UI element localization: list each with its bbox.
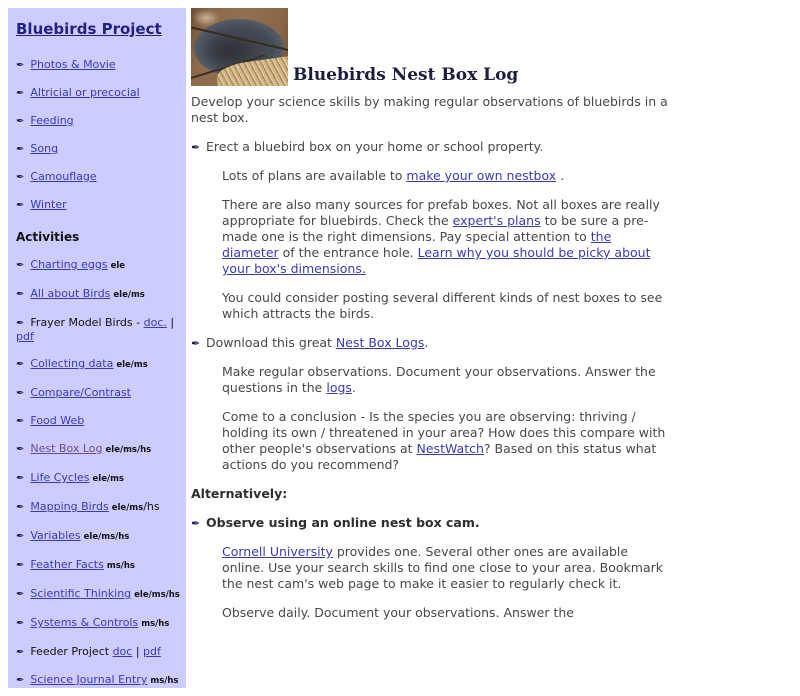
sidebar-link-pdf[interactable]: pdf <box>16 330 34 343</box>
pen-nib-icon: ✒ <box>16 675 25 686</box>
sidebar-item-science-journal-entry <box>16 673 181 688</box>
content-link-the-diameter[interactable]: the diameter <box>222 229 612 260</box>
sidebar-link-collecting-data[interactable]: Collecting data <box>30 357 114 370</box>
pen-nib-icon: ✒ <box>16 172 25 183</box>
content-link-nest-box-logs[interactable]: Nest Box Logs <box>335 335 425 350</box>
content-text: provides one. Several other ones are available online. Use your search skills to find one close to your area. Bookmark the nest cam's web page to make it easier to regularly check it. <box>222 544 664 591</box>
pen-nib-icon: ✒ <box>16 289 25 300</box>
content-blocks <box>191 139 669 621</box>
pen-nib-icon: ✒ <box>16 416 25 427</box>
sidebar-link-doc[interactable]: doc. <box>143 316 167 329</box>
content-text: . <box>351 380 356 395</box>
sidebar-item-feeding <box>16 114 181 128</box>
paragraph-come-to-a-conclusion-i <box>222 409 669 473</box>
paragraph-make-regular-observation <box>222 364 669 396</box>
sidebar-link-nest-box-log[interactable]: Nest Box Log <box>30 442 103 455</box>
sidebar-item-doc <box>16 316 181 343</box>
sidebar-link-photos-movie[interactable]: Photos & Movie <box>30 58 116 71</box>
sidebar-item-all-about-birds <box>16 287 181 302</box>
sidebar-link-compare-contrast[interactable]: Compare/Contrast <box>30 386 131 399</box>
sidebar-nav-activities <box>14 258 181 688</box>
sidebar-link-systems-controls[interactable]: Systems & Controls <box>30 616 139 629</box>
sidebar-text: Feeder Project <box>30 645 113 658</box>
pen-nib-icon: ✒ <box>16 359 25 370</box>
nest-photo <box>191 8 288 86</box>
content-text: . <box>556 168 565 183</box>
sidebar-item-charting-eggs <box>16 258 181 273</box>
subheading-alternatively <box>191 486 669 502</box>
sidebar-item-altricial-or-precocial <box>16 86 181 100</box>
content-text: Come to a conclusion - Is the species you are observing: thriving / holding its own / threatened in your area? How does this compare with other people's observations at <box>222 409 666 456</box>
sidebar-link-variables[interactable]: Variables <box>30 529 81 542</box>
pen-nib-icon: ✒ <box>16 116 25 127</box>
sidebar-link-charting-eggs[interactable]: Charting eggs <box>30 258 108 271</box>
content-text: . <box>424 335 429 350</box>
sidebar-link-mapping-birds[interactable]: Mapping Birds <box>30 500 109 513</box>
paragraph-you-could-consider-posti <box>222 290 669 322</box>
grade-level-tag: ele/ms/hs <box>134 590 180 600</box>
grade-level-tag: ele/ms <box>111 503 144 513</box>
pen-nib-icon: ✒ <box>16 444 25 455</box>
grade-level-tag: ele <box>110 261 126 271</box>
content-link-cornell-university[interactable]: Cornell University <box>222 544 333 559</box>
sidebar-text: Frayer Model Birds - <box>30 316 144 329</box>
intro-paragraph: Develop your science skills by making regular observations of bluebirds in a nest box. <box>191 94 668 125</box>
pen-nib-icon: ✒ <box>16 260 25 271</box>
content-text: There are also many sources for prefab boxes. Not all boxes are really appropriate for bluebirds. Check the <box>222 197 660 228</box>
content-link-expert-s-plans[interactable]: expert's plans <box>452 213 541 228</box>
sidebar <box>8 8 186 688</box>
bullet-item-download-this-great <box>191 335 669 351</box>
content-text: You could consider posting several different kinds of nest boxes to see which attracts the birds. <box>222 290 663 321</box>
content-text: to be sure a pre-made one is the right dimensions. Pay special attention to <box>222 213 649 244</box>
content-link-nestwatch[interactable]: NestWatch <box>416 441 484 456</box>
sidebar-item-photos-movie <box>16 58 181 72</box>
grade-level-tag: ms/hs <box>141 619 170 629</box>
pen-nib-icon: ✒ <box>16 88 25 99</box>
pen-nib-icon: ✒ <box>191 141 201 154</box>
pen-nib-icon: ✒ <box>191 517 201 530</box>
content-text: Make regular observations. Document your observations. Answer the questions in the <box>222 364 656 395</box>
pen-nib-icon: ✒ <box>16 60 25 71</box>
bullet-item-erect-a-bluebird-box-on <box>191 139 669 155</box>
sidebar-item-doc <box>16 645 181 659</box>
grade-level-tag: ele/ms <box>92 474 124 484</box>
content-text: Download this great <box>206 335 336 350</box>
page <box>8 8 792 688</box>
grade-level-tag: ele/ms/hs <box>83 532 130 542</box>
sidebar-link-winter[interactable]: Winter <box>30 198 67 211</box>
sidebar-link-camouflage[interactable]: Camouflage <box>30 170 97 183</box>
pen-nib-icon: ✒ <box>16 560 25 571</box>
pen-nib-icon: ✒ <box>16 531 25 542</box>
sidebar-link-feather-facts[interactable]: Feather Facts <box>30 558 104 571</box>
content-text: Lots of plans are available to <box>222 168 407 183</box>
grade-level-tag: ele/ms/hs <box>105 445 152 455</box>
pen-nib-icon: ✒ <box>16 647 25 658</box>
content-text: of the entrance hole. <box>278 245 418 260</box>
pen-nib-icon: ✒ <box>16 388 25 399</box>
grade-level-tag: ms/hs <box>106 561 135 571</box>
sidebar-link-feeding[interactable]: Feeding <box>30 114 74 127</box>
content-link-make-your-own-nestbox[interactable]: make your own nestbox <box>406 168 557 183</box>
sidebar-item-feather-facts <box>16 558 181 573</box>
page-title: Bluebirds Nest Box Log <box>293 65 519 85</box>
sidebar-item-compare-contrast <box>16 386 181 400</box>
sidebar-link-food-web[interactable]: Food Web <box>30 414 85 427</box>
sidebar-item-camouflage <box>16 170 181 184</box>
sidebar-title-link[interactable]: Bluebirds Project <box>16 20 162 38</box>
page-header <box>191 8 669 86</box>
sidebar-item-food-web <box>16 414 181 428</box>
sidebar-link-altricial-or-precocial[interactable]: Altricial or precocial <box>30 86 140 99</box>
sidebar-link-all-about-birds[interactable]: All about Birds <box>30 287 111 300</box>
grade-level-tag: /hs <box>143 500 160 513</box>
pen-nib-icon: ✒ <box>16 318 25 329</box>
sidebar-text: | <box>166 316 175 329</box>
sidebar-link-life-cycles[interactable]: Life Cycles <box>30 471 90 484</box>
pen-nib-icon: ✒ <box>16 473 25 484</box>
sidebar-item-collecting-data <box>16 357 181 372</box>
sidebar-item-systems-controls <box>16 616 181 631</box>
content-link-logs[interactable]: logs <box>326 380 352 395</box>
pen-nib-icon: ✒ <box>16 618 25 629</box>
grade-level-tag: ms/hs <box>150 676 179 686</box>
paragraph-cornell-university <box>222 544 669 592</box>
grade-level-tag: ele/ms <box>116 360 148 370</box>
paragraph-observe-daily-document <box>222 605 669 621</box>
sidebar-nav-top <box>14 58 181 212</box>
sidebar-section-heading: Activities <box>16 230 80 244</box>
paragraph-there-are-also-many-sour <box>222 197 669 277</box>
content-link-learn-why-you-should-be-picky-about-your-box-s-dimensions[interactable]: Learn why you should be picky about your box's dimensions. <box>222 245 651 276</box>
sidebar-link-doc[interactable]: doc <box>112 645 133 658</box>
sidebar-item-variables <box>16 529 181 544</box>
content-text: Alternatively: <box>191 486 288 501</box>
pen-nib-icon: ✒ <box>16 502 25 513</box>
sidebar-link-song[interactable]: Song <box>30 142 59 155</box>
grade-level-tag: ele/ms <box>113 290 145 300</box>
sidebar-text: | <box>132 645 144 658</box>
content-text: ? Based on this status what actions do you recommend? <box>222 441 657 472</box>
content-text: Erect a bluebird box on your home or school property. <box>206 139 544 154</box>
pen-nib-icon: ✒ <box>16 200 25 211</box>
sidebar-link-pdf[interactable]: pdf <box>143 645 161 658</box>
pen-nib-icon: ✒ <box>16 144 25 155</box>
sidebar-link-scientific-thinking[interactable]: Scientific Thinking <box>30 587 132 600</box>
pen-nib-icon: ✒ <box>16 589 25 600</box>
sidebar-item-nest-box-log <box>16 442 181 457</box>
paragraph-lots-of-plans-are-availa <box>222 168 669 184</box>
sidebar-item-life-cycles <box>16 471 181 486</box>
sidebar-item-song <box>16 142 181 156</box>
sidebar-item-winter <box>16 198 181 212</box>
sidebar-item-mapping-birds <box>16 500 181 515</box>
content-text: Observe daily. Document your observations. Answer the <box>222 605 575 620</box>
content-text: Observe using an online nest box cam. <box>206 515 480 530</box>
main-content <box>191 8 669 621</box>
sidebar-link-science-journal-entry[interactable]: Science Journal Entry <box>30 673 148 686</box>
pen-nib-icon: ✒ <box>191 337 201 350</box>
bullet-item-observe-using-an-online <box>191 515 669 531</box>
